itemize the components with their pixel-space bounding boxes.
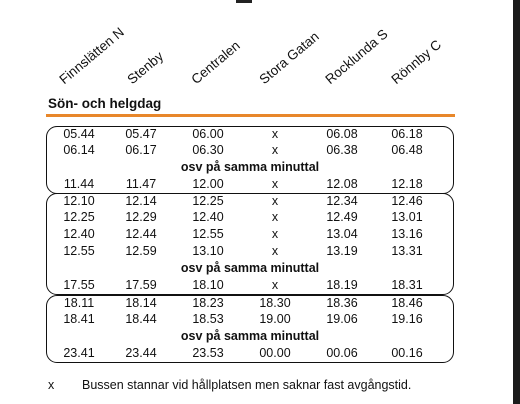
departure-time: 13.10	[192, 244, 224, 258]
departure-time: 12.44	[125, 227, 157, 241]
repeat-note: osv på samma minuttal	[180, 160, 320, 174]
departure-time: 23.53	[192, 346, 224, 360]
departure-time: 12.10	[63, 194, 95, 208]
departure-time: 11.47	[125, 177, 157, 191]
timetable-block-afternoon	[46, 193, 454, 295]
departure-time: 12.55	[192, 227, 224, 241]
departure-time: 13.04	[326, 227, 358, 241]
departure-time: x	[271, 127, 279, 141]
departure-time: 12.00	[192, 177, 224, 191]
departure-time: 18.31	[391, 278, 423, 292]
timetable-row	[47, 127, 453, 144]
departure-time: 18.53	[192, 312, 224, 326]
departure-time: 12.18	[391, 177, 423, 191]
departure-time: 00.16	[391, 346, 423, 360]
section-title: Sön- och helgdag	[48, 96, 162, 111]
departure-time: 06.18	[391, 127, 423, 141]
departure-time: 06.17	[125, 143, 157, 157]
departure-time: 12.46	[391, 194, 423, 208]
departure-time: 13.16	[391, 227, 423, 241]
footnote-symbol: x	[48, 378, 55, 392]
timetable-row	[47, 210, 453, 227]
departure-time: x	[271, 194, 279, 208]
departure-time: 18.46	[391, 296, 423, 310]
departure-time: 12.49	[326, 210, 358, 224]
departure-time: 19.16	[391, 312, 423, 326]
stop-header: Finnslätten N	[56, 24, 127, 88]
departure-time: 17.55	[63, 278, 95, 292]
departure-time: 05.44	[63, 127, 95, 141]
departure-time: 19.00	[259, 312, 291, 326]
departure-time: 00.06	[326, 346, 358, 360]
departure-time: 12.08	[326, 177, 358, 191]
departure-time: 00.00	[259, 346, 291, 360]
orange-divider	[46, 114, 455, 117]
repeat-note: osv på samma minuttal	[180, 329, 320, 343]
departure-time: 12.55	[63, 244, 95, 258]
departure-time: 06.38	[326, 143, 358, 157]
departure-time: x	[271, 278, 279, 292]
timetable-row	[47, 278, 453, 295]
departure-time: 12.29	[125, 210, 157, 224]
departure-time: 12.14	[125, 194, 157, 208]
timetable-row	[47, 346, 453, 363]
departure-time: 13.01	[391, 210, 423, 224]
departure-time: 12.40	[63, 227, 95, 241]
departure-time: 13.19	[326, 244, 358, 258]
departure-time: 18.14	[125, 296, 157, 310]
page-edge	[513, 0, 520, 404]
timetable-row	[47, 244, 453, 261]
departure-time: 11.44	[63, 177, 95, 191]
departure-time: 06.00	[192, 127, 224, 141]
departure-time: 18.30	[259, 296, 291, 310]
departure-time: 06.08	[326, 127, 358, 141]
timetable-row	[47, 177, 453, 194]
departure-time: 12.34	[326, 194, 358, 208]
departure-time: x	[271, 177, 279, 191]
stop-header: Centralen	[188, 37, 243, 87]
departure-time: 18.19	[326, 278, 358, 292]
departure-time: 18.10	[192, 278, 224, 292]
timetable-row	[47, 194, 453, 211]
departure-time: 18.23	[192, 296, 224, 310]
departure-time: 18.11	[63, 296, 95, 310]
stop-header: Rönnby C	[388, 36, 444, 87]
departure-time: 12.59	[125, 244, 157, 258]
departure-time: 05.47	[125, 127, 157, 141]
timetable-row	[47, 227, 453, 244]
timetable-block-evening	[46, 295, 454, 363]
departure-time: 23.41	[63, 346, 95, 360]
stop-header: Stora Gatan	[256, 28, 322, 87]
departure-time: 18.41	[63, 312, 95, 326]
timetable-row	[47, 296, 453, 313]
stop-headers	[0, 0, 513, 95]
footnote-text: Bussen stannar vid hållplatsen men saknar fast avgångstid.	[82, 378, 412, 392]
departure-time: x	[271, 227, 279, 241]
departure-time: 18.44	[125, 312, 157, 326]
departure-time: x	[271, 210, 279, 224]
departure-time: 19.06	[326, 312, 358, 326]
timetable-row	[47, 312, 453, 329]
departure-time: 06.14	[63, 143, 95, 157]
stop-header: Rocklunda S	[322, 26, 391, 87]
departure-time: 12.25	[63, 210, 95, 224]
departure-time: 12.25	[192, 194, 224, 208]
repeat-note: osv på samma minuttal	[180, 261, 320, 275]
departure-time: 18.36	[326, 296, 358, 310]
timetable-block-morning	[46, 126, 454, 194]
departure-time: 12.40	[192, 210, 224, 224]
departure-time: x	[271, 143, 279, 157]
departure-time: 06.48	[391, 143, 423, 157]
departure-time: 13.31	[391, 244, 423, 258]
timetable-row	[47, 143, 453, 160]
departure-time: 06.30	[192, 143, 224, 157]
departure-time: x	[271, 244, 279, 258]
departure-time: 23.44	[125, 346, 157, 360]
departure-time: 17.59	[125, 278, 157, 292]
stop-header: Stenby	[124, 48, 167, 87]
